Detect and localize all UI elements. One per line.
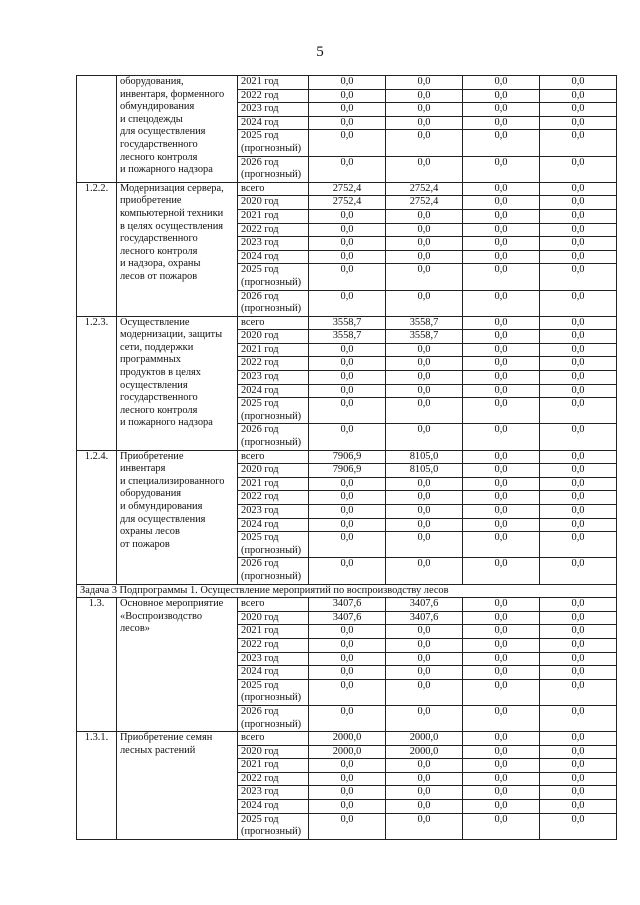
period-label: 2025 год (прогнозный) [238,398,309,424]
amount-cell: 0,0 [386,477,463,491]
amount-cell: 0,0 [463,384,540,398]
amount-cell: 0,0 [540,76,617,90]
amount-cell: 0,0 [309,89,386,103]
amount-cell: 0,0 [309,384,386,398]
amount-cell: 0,0 [309,398,386,424]
amount-cell: 0,0 [463,371,540,385]
amount-cell: 0,0 [386,264,463,290]
amount-cell: 0,0 [540,491,617,505]
amount-cell: 0,0 [540,518,617,532]
period-label: 2023 год [238,652,309,666]
period-label: 2023 год [238,103,309,117]
amount-cell: 0,0 [463,679,540,705]
amount-cell: 0,0 [463,398,540,424]
amount-cell: 3407,6 [309,598,386,612]
amount-cell: 0,0 [540,625,617,639]
amount-cell: 0,0 [463,813,540,839]
period-label: 2022 год [238,89,309,103]
task-row [77,584,617,598]
amount-cell: 0,0 [463,250,540,264]
item-number: 1.2.2. [77,182,117,316]
amount-cell: 0,0 [540,759,617,773]
amount-cell: 0,0 [309,518,386,532]
amount-cell: 0,0 [386,759,463,773]
amount-cell: 0,0 [540,611,617,625]
amount-cell: 0,0 [540,330,617,344]
period-label: 2024 год [238,384,309,398]
amount-cell: 0,0 [540,598,617,612]
amount-cell: 0,0 [309,223,386,237]
amount-cell: 0,0 [463,357,540,371]
amount-cell: 0,0 [540,558,617,584]
amount-cell: 0,0 [463,786,540,800]
item-name: Модернизация сервера, приобретение компьютерной техники в целях осуществления государственного лесного контроля и надзора, охраны лесов от пожаров [117,182,238,316]
amount-cell: 0,0 [386,491,463,505]
amount-cell: 0,0 [386,638,463,652]
amount-cell: 0,0 [463,759,540,773]
amount-cell: 0,0 [540,705,617,731]
amount-cell: 3407,6 [386,598,463,612]
item-name: Осуществление модернизации, защиты сети, поддержки программных продуктов в целях осуществления государственного лесного контроля и пожарного надзора [117,316,238,450]
amount-cell: 0,0 [309,424,386,450]
amount-cell: 8105,0 [386,464,463,478]
amount-cell: 0,0 [309,759,386,773]
amount-cell: 0,0 [386,250,463,264]
amount-cell: 0,0 [540,89,617,103]
period-label: 2024 год [238,518,309,532]
period-label: 2022 год [238,357,309,371]
amount-cell: 0,0 [540,532,617,558]
amount-cell: 0,0 [540,116,617,130]
amount-cell: 0,0 [463,330,540,344]
amount-cell: 3407,6 [386,611,463,625]
amount-cell: 2000,0 [386,732,463,746]
period-label: 2020 год [238,745,309,759]
amount-cell: 0,0 [463,196,540,210]
amount-cell: 0,0 [463,156,540,182]
amount-cell: 0,0 [463,745,540,759]
amount-cell: 0,0 [463,532,540,558]
period-label: 2021 год [238,477,309,491]
amount-cell: 0,0 [463,772,540,786]
amount-cell: 0,0 [463,652,540,666]
budget-table [76,75,617,840]
amount-cell: 0,0 [309,477,386,491]
amount-cell: 0,0 [309,652,386,666]
period-label: 2020 год [238,330,309,344]
amount-cell: 0,0 [386,89,463,103]
amount-cell: 0,0 [540,130,617,156]
period-label: 2022 год [238,638,309,652]
period-label: 2026 год (прогнозный) [238,705,309,731]
table-row [77,316,617,330]
amount-cell: 0,0 [540,343,617,357]
amount-cell: 0,0 [540,316,617,330]
amount-cell: 0,0 [540,209,617,223]
amount-cell: 0,0 [309,638,386,652]
amount-cell: 0,0 [309,532,386,558]
amount-cell: 0,0 [540,450,617,464]
amount-cell: 0,0 [540,732,617,746]
table-row [77,598,617,612]
amount-cell: 0,0 [540,357,617,371]
amount-cell: 0,0 [463,800,540,814]
item-name: Приобретение инвентаря и специализированного оборудования и обмундирования для осуществления охраны лесов от пожаров [117,450,238,584]
amount-cell: 0,0 [540,477,617,491]
period-label: 2026 год (прогнозный) [238,156,309,182]
amount-cell: 0,0 [463,518,540,532]
amount-cell: 0,0 [386,103,463,117]
amount-cell: 0,0 [309,290,386,316]
amount-cell: 0,0 [386,223,463,237]
amount-cell: 0,0 [386,625,463,639]
amount-cell: 0,0 [386,652,463,666]
table-row [77,450,617,464]
amount-cell: 0,0 [540,182,617,196]
amount-cell: 0,0 [309,813,386,839]
period-label: 2026 год (прогнозный) [238,424,309,450]
amount-cell: 0,0 [463,477,540,491]
period-label: 2024 год [238,116,309,130]
amount-cell: 0,0 [463,558,540,584]
amount-cell: 0,0 [386,290,463,316]
item-name: Приобретение семян лесных растений [117,732,238,840]
amount-cell: 0,0 [309,371,386,385]
period-label: 2025 год (прогнозный) [238,264,309,290]
amount-cell: 0,0 [309,76,386,90]
amount-cell: 0,0 [386,237,463,251]
amount-cell: 3558,7 [386,330,463,344]
table-row [77,182,617,196]
period-label: 2024 год [238,800,309,814]
amount-cell: 0,0 [309,491,386,505]
amount-cell: 0,0 [386,505,463,519]
amount-cell: 0,0 [386,705,463,731]
amount-cell: 0,0 [540,505,617,519]
amount-cell: 0,0 [540,371,617,385]
amount-cell: 0,0 [463,491,540,505]
amount-cell: 0,0 [309,800,386,814]
amount-cell: 0,0 [309,705,386,731]
item-number [77,76,117,183]
amount-cell: 0,0 [463,316,540,330]
amount-cell: 0,0 [463,732,540,746]
amount-cell: 0,0 [386,558,463,584]
period-label: 2023 год [238,786,309,800]
amount-cell: 2000,0 [386,745,463,759]
amount-cell: 0,0 [309,343,386,357]
amount-cell: 0,0 [386,116,463,130]
amount-cell: 0,0 [463,130,540,156]
amount-cell: 0,0 [309,237,386,251]
amount-cell: 0,0 [463,76,540,90]
amount-cell: 3558,7 [309,316,386,330]
amount-cell: 3558,7 [309,330,386,344]
amount-cell: 0,0 [540,652,617,666]
amount-cell: 0,0 [386,813,463,839]
period-label: 2021 год [238,76,309,90]
amount-cell: 0,0 [540,103,617,117]
amount-cell: 2752,4 [386,182,463,196]
period-label: 2021 год [238,759,309,773]
amount-cell: 3407,6 [309,611,386,625]
amount-cell: 0,0 [309,209,386,223]
amount-cell: 0,0 [309,679,386,705]
period-label: 2023 год [238,505,309,519]
period-label: всего [238,450,309,464]
item-number: 1.2.3. [77,316,117,450]
amount-cell: 0,0 [540,196,617,210]
amount-cell: 0,0 [309,505,386,519]
amount-cell: 2000,0 [309,732,386,746]
period-label: 2020 год [238,464,309,478]
amount-cell: 0,0 [386,532,463,558]
amount-cell: 0,0 [309,264,386,290]
period-label: 2021 год [238,209,309,223]
amount-cell: 0,0 [463,424,540,450]
amount-cell: 0,0 [463,464,540,478]
amount-cell: 3558,7 [386,316,463,330]
amount-cell: 0,0 [463,237,540,251]
period-label: всего [238,182,309,196]
amount-cell: 0,0 [540,772,617,786]
amount-cell: 0,0 [540,398,617,424]
period-label: 2021 год [238,625,309,639]
period-label: 2024 год [238,250,309,264]
period-label: 2021 год [238,343,309,357]
amount-cell: 0,0 [540,290,617,316]
amount-cell: 0,0 [463,705,540,731]
amount-cell: 0,0 [463,598,540,612]
task-title: Задача 3 Подпрограммы 1. Осуществление мероприятий по воспроизводству лесов [77,584,617,598]
amount-cell: 0,0 [463,223,540,237]
amount-cell: 0,0 [386,666,463,680]
period-label: 2024 год [238,666,309,680]
amount-cell: 7906,9 [309,464,386,478]
amount-cell: 0,0 [386,786,463,800]
amount-cell: 0,0 [309,250,386,264]
amount-cell: 0,0 [540,424,617,450]
amount-cell: 0,0 [386,398,463,424]
amount-cell: 0,0 [463,290,540,316]
period-label: всего [238,598,309,612]
item-number: 1.3. [77,598,117,732]
amount-cell: 0,0 [463,209,540,223]
amount-cell: 0,0 [309,357,386,371]
amount-cell: 7906,9 [309,450,386,464]
amount-cell: 0,0 [309,772,386,786]
amount-cell: 0,0 [309,666,386,680]
amount-cell: 0,0 [386,772,463,786]
amount-cell: 0,0 [386,357,463,371]
amount-cell: 0,0 [309,116,386,130]
amount-cell: 0,0 [386,384,463,398]
amount-cell: 0,0 [386,518,463,532]
period-label: 2025 год (прогнозный) [238,532,309,558]
amount-cell: 0,0 [540,638,617,652]
amount-cell: 0,0 [540,237,617,251]
amount-cell: 0,0 [386,76,463,90]
budget-table-body [77,76,617,840]
period-label: 2026 год (прогнозный) [238,290,309,316]
period-label: 2025 год (прогнозный) [238,130,309,156]
period-label: 2020 год [238,196,309,210]
amount-cell: 0,0 [386,156,463,182]
period-label: 2025 год (прогнозный) [238,679,309,705]
amount-cell: 0,0 [309,558,386,584]
item-name: Основное мероприятие «Воспроизводство лесов» [117,598,238,732]
amount-cell: 0,0 [540,679,617,705]
amount-cell: 2752,4 [386,196,463,210]
amount-cell: 0,0 [463,625,540,639]
table-row [77,76,617,90]
amount-cell: 0,0 [463,611,540,625]
amount-cell: 0,0 [463,89,540,103]
amount-cell: 0,0 [463,264,540,290]
period-label: 2023 год [238,237,309,251]
amount-cell: 0,0 [540,223,617,237]
period-label: всего [238,732,309,746]
amount-cell: 0,0 [463,505,540,519]
period-label: 2022 год [238,772,309,786]
amount-cell: 0,0 [386,679,463,705]
amount-cell: 0,0 [309,786,386,800]
amount-cell: 0,0 [386,343,463,357]
amount-cell: 0,0 [540,813,617,839]
amount-cell: 0,0 [309,156,386,182]
item-name: оборудования, инвентаря, форменного обмундирования и спецодежды для осуществления государственного лесного контроля и пожарного надзора [117,76,238,183]
amount-cell: 0,0 [540,156,617,182]
amount-cell: 0,0 [309,103,386,117]
amount-cell: 0,0 [386,800,463,814]
page-number: 5 [316,44,324,60]
amount-cell: 0,0 [540,250,617,264]
amount-cell: 0,0 [386,130,463,156]
amount-cell: 0,0 [540,666,617,680]
amount-cell: 0,0 [540,464,617,478]
period-label: 2025 год (прогнозный) [238,813,309,839]
amount-cell: 0,0 [463,116,540,130]
period-label: 2022 год [238,223,309,237]
amount-cell: 2000,0 [309,745,386,759]
amount-cell: 8105,0 [386,450,463,464]
amount-cell: 0,0 [463,103,540,117]
period-label: 2022 год [238,491,309,505]
period-label: 2020 год [238,611,309,625]
amount-cell: 0,0 [386,209,463,223]
period-label: 2023 год [238,371,309,385]
amount-cell: 0,0 [463,343,540,357]
amount-cell: 0,0 [463,638,540,652]
amount-cell: 0,0 [463,450,540,464]
table-row [77,732,617,746]
item-number: 1.2.4. [77,450,117,584]
period-label: 2026 год (прогнозный) [238,558,309,584]
amount-cell: 0,0 [463,182,540,196]
period-label: всего [238,316,309,330]
amount-cell: 0,0 [309,625,386,639]
amount-cell: 0,0 [386,424,463,450]
amount-cell: 2752,4 [309,182,386,196]
item-number: 1.3.1. [77,732,117,840]
amount-cell: 0,0 [386,371,463,385]
amount-cell: 0,0 [540,384,617,398]
amount-cell: 0,0 [540,800,617,814]
amount-cell: 0,0 [309,130,386,156]
amount-cell: 0,0 [540,745,617,759]
amount-cell: 0,0 [463,666,540,680]
amount-cell: 0,0 [540,786,617,800]
amount-cell: 0,0 [540,264,617,290]
amount-cell: 2752,4 [309,196,386,210]
